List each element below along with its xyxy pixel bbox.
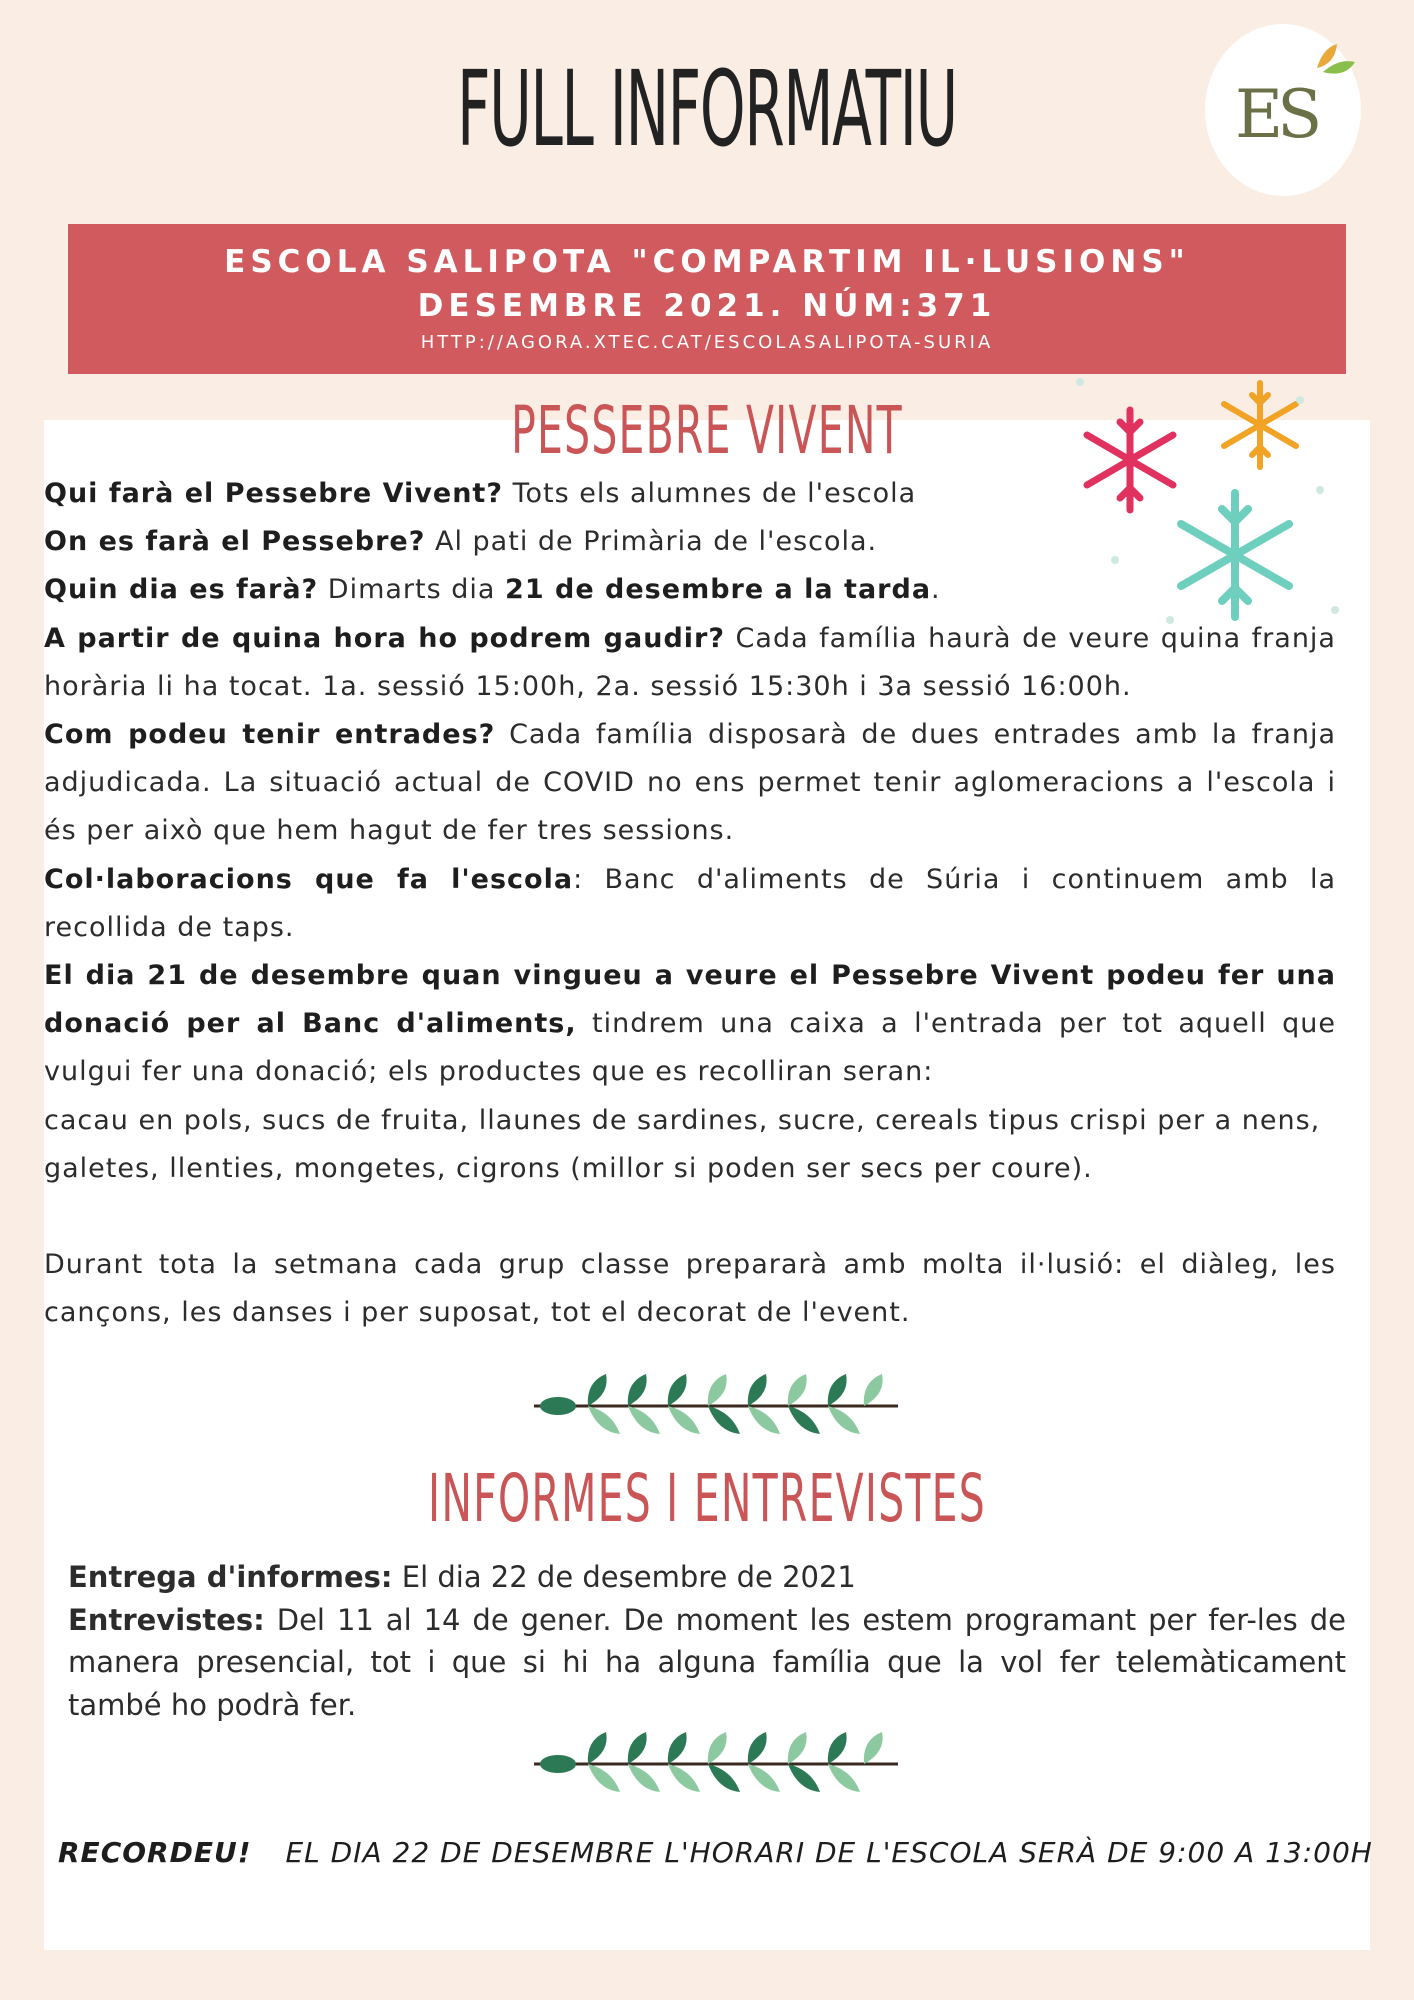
reminder	[58, 1836, 1373, 1869]
banner-school-name: ESCOLA SALIPOTA "COMPARTIM IL·LUSIONS"	[224, 244, 1190, 280]
informes-label: Entrega d'informes:	[68, 1560, 393, 1594]
section-title-pessebre: PESSEBRE VIVENT	[511, 392, 903, 469]
header-banner	[68, 224, 1346, 374]
question-label: Col·laboracions que fa l'escola	[44, 863, 574, 895]
products-list: cacau en pols, sucs de fruita, llaunes de sardines, sucre, cereals tipus crispi per a nens, galetes, llenties, mongetes, cigrons (millor si poden ser secs per coure).	[44, 1104, 1321, 1184]
paragraph: Durant tota la setmana cada grup classe prepararà amb molta il·lusió: el diàleg, les cançons, les danses i per suposat, tot el decorat de l'event.	[44, 1249, 1336, 1329]
paragraph	[44, 470, 1336, 518]
banner-url[interactable]: HTTP://AGORA.XTEC.CAT/ESCOLASALIPOTA-SURIA	[420, 332, 994, 353]
section-title-informes: INFORMES I ENTREVISTES	[428, 1460, 986, 1537]
paragraph	[44, 566, 1336, 614]
informes-body	[68, 1556, 1346, 1726]
answer-text: Tots els alumnes de l'escola	[503, 478, 917, 509]
donation-text: tindrem una caixa a l'entrada per tot aquell que vulgui fer una donació; els productes que es recolliran seran:	[44, 1008, 1337, 1088]
paragraph	[44, 952, 1336, 1097]
pessebre-body	[44, 470, 1336, 1337]
answer-text: Dimarts dia	[318, 574, 506, 606]
paragraph	[44, 518, 1336, 566]
question-label: Com podeu tenir entrades?	[44, 719, 496, 751]
branch-divider-icon	[528, 1362, 904, 1450]
question-label: Quin dia es farà?	[44, 574, 319, 606]
answer-text: Cada família haurà de veure quina franja horària li ha tocat. 1a. sessió 15:00h, 2a. sessió 15:30h i 3a sessió 16:00h.	[44, 622, 1336, 702]
school-logo	[1205, 24, 1361, 196]
entrevistes-label: Entrevistes:	[68, 1602, 265, 1637]
answer-date: 21 de desembre a la tarda	[505, 574, 932, 606]
branch-divider-icon	[528, 1720, 904, 1808]
question-label: A partir de quina hora ho podrem gaudir?	[44, 622, 725, 654]
answer-text: .	[931, 574, 941, 606]
paragraph	[44, 856, 1336, 952]
answer-text: : Banc d'aliments de Súria i continuem amb la recollida de taps.	[44, 863, 1337, 943]
donation-heading: El dia 21 de desembre quan vingueu a veure el Pessebre Vivent podeu fer una donació per al Banc d'aliments,	[44, 960, 1336, 1040]
logo-text: ES	[1235, 76, 1317, 153]
page-title: FULL INFORMATIU	[457, 48, 957, 170]
paragraph	[68, 1599, 1346, 1727]
entrevistes-text: Del 11 al 14 de gener. De moment les estem programant per fer-les de manera presencial, tot i que si hi ha alguna família que la vol fer telemàticament també ho podrà fer.	[68, 1602, 1346, 1722]
answer-text: Cada família disposarà de dues entrades amb la franja adjudicada. La situació actual de COVID no ens permet tenir aglomeracions a l'escola i és per això que hem hagut de fer tres sessions.	[44, 719, 1336, 847]
paragraph	[68, 1556, 1346, 1599]
paragraph	[44, 615, 1336, 711]
question-label: On es farà el Pessebre?	[44, 526, 426, 558]
paragraph	[44, 711, 1336, 856]
answer-text: Al pati de Primària de l'escola.	[425, 526, 878, 558]
banner-issue: DESEMBRE 2021. NÚM:371	[417, 288, 997, 324]
reminder-text: EL DIA 22 DE DESEMBRE L'HORARI DE L'ESCOLA SERÀ DE 9:00 A 13:00H	[285, 1836, 1373, 1869]
reminder-label: RECORDEU!	[58, 1836, 252, 1869]
informes-date: El dia 22 de desembre de 2021	[392, 1560, 856, 1594]
question-label: Qui farà el Pessebre Vivent?	[44, 478, 503, 509]
